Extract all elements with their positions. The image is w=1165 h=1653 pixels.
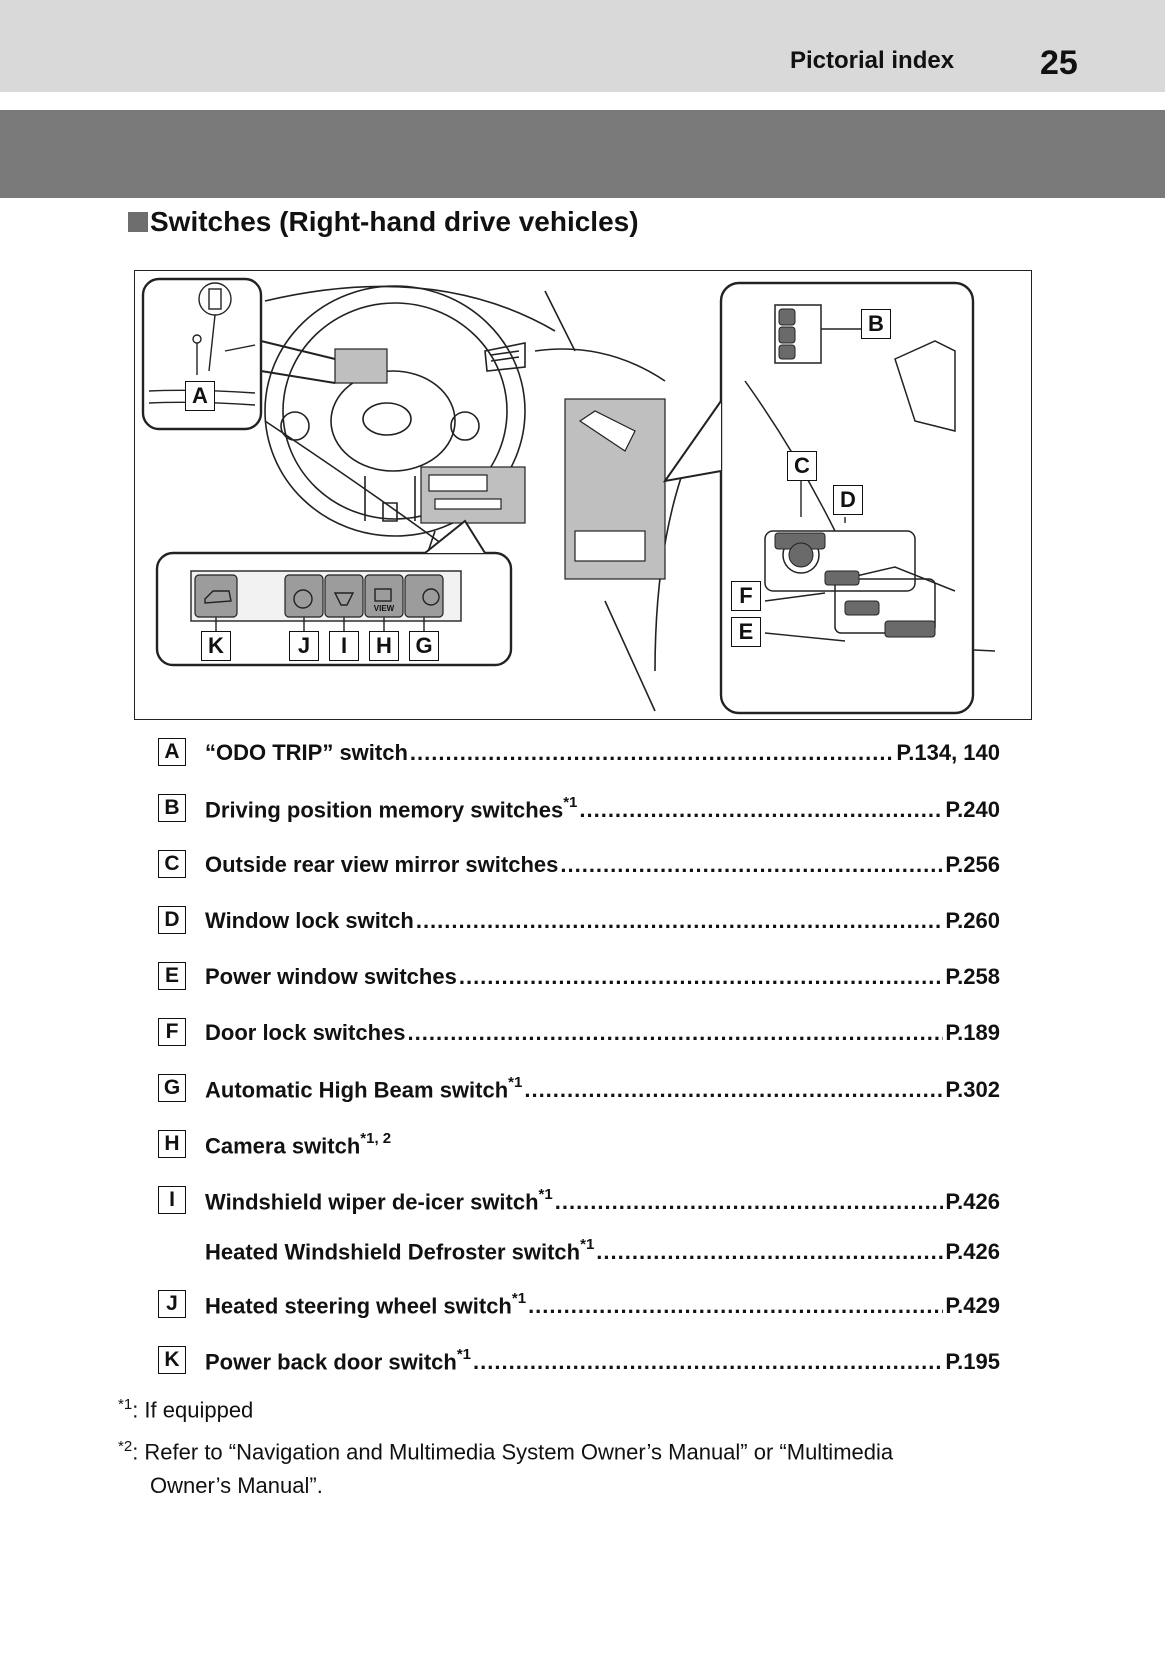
callout-e: E <box>731 617 761 647</box>
callout-a: A <box>185 381 215 411</box>
item-key: B <box>158 794 186 822</box>
callout-d: D <box>833 485 863 515</box>
list-item <box>158 794 1000 824</box>
section-title: Switches (Right-hand drive vehicles) <box>150 206 639 237</box>
item-key: I <box>158 1186 186 1214</box>
item-key: F <box>158 1018 186 1046</box>
chapter-band <box>0 110 1165 198</box>
list-item <box>158 850 1000 880</box>
callout-g: G <box>409 631 439 661</box>
callout-k: K <box>201 631 231 661</box>
view-button-label: VIEW <box>373 604 395 613</box>
callout-b: B <box>861 309 891 339</box>
footnote-text: : Refer to “Navigation and Multimedia System Owner’s Manual” or “Multimedia <box>132 1439 894 1465</box>
item-key: G <box>158 1074 186 1102</box>
list-item <box>158 1186 1000 1216</box>
item-sup: *1 <box>538 1186 553 1203</box>
page-ref: P.189 <box>945 1020 1000 1045</box>
item-key: E <box>158 962 186 990</box>
footnote-text: : If equipped <box>132 1397 254 1423</box>
item-sup: *1 <box>511 1290 527 1307</box>
page-ref: P.426 <box>945 1189 1000 1215</box>
item-text: Heated steering wheel switch <box>205 1293 512 1319</box>
page-ref: P.258 <box>945 964 1000 989</box>
item-sup: *1 <box>508 1074 523 1091</box>
page-ref: P.240 <box>945 797 1000 823</box>
item-text: “ODO TRIP” switch <box>205 740 408 765</box>
footnote <box>118 1388 253 1427</box>
page-number: 25 <box>1040 44 1078 82</box>
dashboard-drawing <box>135 271 1031 719</box>
footnote-continuation: Owner’s Manual”. <box>150 1473 323 1499</box>
item-text: Outside rear view mirror switches <box>205 852 559 877</box>
callout-c: C <box>787 451 817 481</box>
item-text: Power back door switch <box>205 1349 457 1375</box>
item-sup: *1 <box>580 1236 595 1253</box>
header-band <box>0 0 1165 92</box>
item-key: K <box>158 1346 186 1374</box>
item-text: Driving position memory switches <box>205 797 564 823</box>
list-item <box>158 1236 1000 1266</box>
section-heading <box>128 206 639 238</box>
list-item <box>158 1290 1000 1320</box>
section-label: Pictorial index <box>790 47 955 74</box>
callout-f: F <box>731 581 761 611</box>
footnote <box>118 1430 893 1503</box>
item-key: C <box>158 850 186 878</box>
page-ref: P.260 <box>945 908 1000 933</box>
page-ref: P.426 <box>945 1239 1000 1265</box>
page-ref: P.302 <box>945 1077 1000 1103</box>
item-text: Windshield wiper de-icer switch <box>205 1189 539 1215</box>
item-sup: *1 <box>563 794 578 811</box>
item-text: Power window switches <box>205 964 457 989</box>
callout-i: I <box>329 631 359 661</box>
list-item <box>158 962 1000 992</box>
page-ref: P.429 <box>945 1293 1000 1319</box>
item-key: J <box>158 1290 186 1318</box>
item-text: Heated Windshield Defroster switch <box>205 1239 581 1265</box>
list-item <box>158 906 1000 936</box>
heading-square-icon <box>128 212 148 232</box>
list-item <box>158 738 1000 768</box>
page-ref: P.134, 140 <box>896 740 1000 765</box>
list-item <box>158 1018 1000 1048</box>
list-item <box>158 1130 1000 1160</box>
item-text: Automatic High Beam switch <box>205 1077 509 1103</box>
item-sup: *1, 2 <box>360 1130 392 1147</box>
item-text: Window lock switch <box>205 908 414 933</box>
item-text: Camera switch <box>205 1133 361 1159</box>
item-sup: *1 <box>456 1346 472 1363</box>
callout-j: J <box>289 631 319 661</box>
item-key: A <box>158 738 186 766</box>
page-ref: P.195 <box>945 1349 1000 1375</box>
footnote-mark: *1 <box>118 1396 133 1413</box>
item-key: H <box>158 1130 186 1158</box>
switch-illustration <box>134 270 1032 720</box>
list-item <box>158 1346 1000 1376</box>
item-text: Door lock switches <box>205 1020 406 1045</box>
footnote-mark: *2 <box>118 1438 133 1455</box>
item-key: D <box>158 906 186 934</box>
callout-h: H <box>369 631 399 661</box>
page-ref: P.256 <box>945 852 1000 877</box>
list-item <box>158 1074 1000 1104</box>
